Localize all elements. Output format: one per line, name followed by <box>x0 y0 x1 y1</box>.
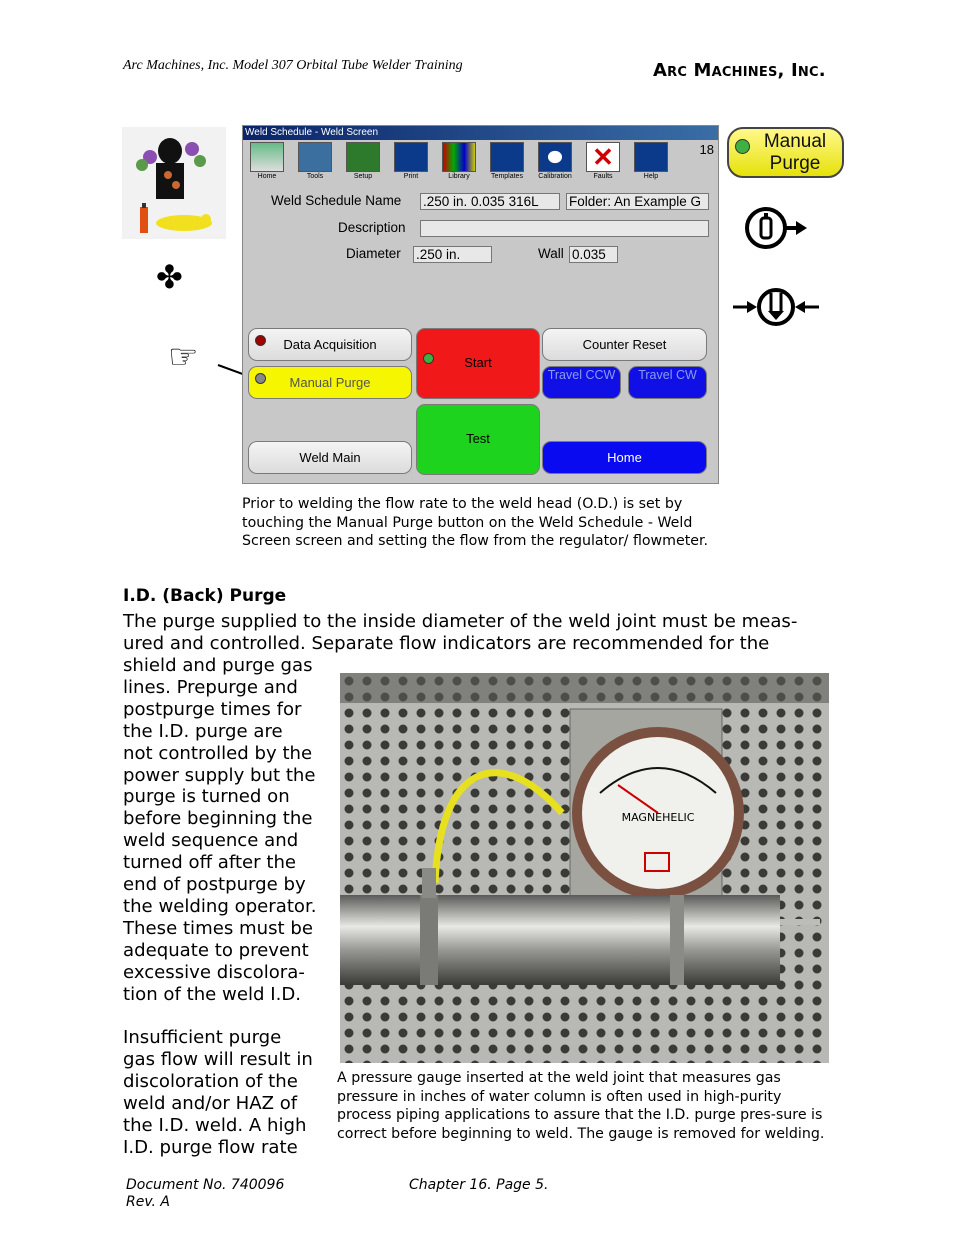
screenshot-caption: Prior to welding the flow rate to the weld head (O.D.) is set by touching the Manual Purge button on the Weld Schedule - Weld Screen screen and setting the flow from the regulator/ flowmeter. <box>242 496 709 549</box>
fan-icon: ✤ <box>156 258 183 296</box>
description-label: Description <box>338 220 406 235</box>
status-led-red <box>255 335 266 346</box>
section-heading: I.D. (Back) Purge <box>123 586 287 606</box>
footer-page-number: Chapter 16. Page 5. <box>409 1177 549 1193</box>
manual-purge-badge-label: Manual Purge <box>763 131 827 174</box>
test-button[interactable]: Test <box>416 404 540 475</box>
counter-reset-button[interactable]: Counter Reset <box>542 328 707 361</box>
travel-ccw-button[interactable]: Travel CCW <box>542 366 621 399</box>
manual-purge-button[interactable]: Manual Purge <box>248 366 412 399</box>
toolbar-templates-button[interactable]: Templates <box>485 142 529 186</box>
body-column: shield and purge gas lines. Prepurge and postpurge times for the I.D. purge are not controlled by the power supply but the purge is turned on before beginning the weld sequence and turned off after the end of postpurge by the welding operator. These times must be adequate to prevent excessive discolora- tion of the weld I.D. Insufficient purge gas flow will result in discoloration of the weld and/or HAZ of the I.D. weld. A high I.D. purge flow rate <box>123 655 317 1158</box>
print-icon <box>394 142 428 172</box>
gas-hazard-person-icon <box>122 127 226 239</box>
gauge-brand-label: MAGNEHELIC <box>621 811 695 824</box>
toolbar-home-button[interactable]: Home <box>245 142 289 186</box>
toolbar-calibration-button[interactable]: Calibration <box>533 142 577 186</box>
status-led-gray <box>255 373 266 384</box>
intro-paragraph: The purge supplied to the inside diameter of the weld joint must be meas- ured and controlled. Separate flow indicators are recommended for the <box>123 611 798 654</box>
data-acquisition-button[interactable]: Data Acquisition <box>248 328 412 361</box>
purge-valve-icon <box>731 285 821 333</box>
photo-caption: A pressure gauge inserted at the weld joint that measures gas pressure in inches of water column is often used in high-purity process piping applications to assure that the I.D. purge pres-sure is correct before beginning to weld. The gauge is removed for welding. <box>337 1070 825 1142</box>
diameter-label: Diameter <box>346 246 401 261</box>
diameter-field[interactable]: .250 in. <box>413 246 492 263</box>
footer-revision: Rev. A <box>126 1194 170 1210</box>
document-header-title: Arc Machines, Inc. Model 307 Orbital Tube Welder Training <box>123 58 463 73</box>
calibration-icon <box>538 142 572 172</box>
folder-field[interactable]: Folder: An Example G <box>566 193 709 210</box>
faults-icon: ✕ <box>586 142 620 172</box>
home-button[interactable]: Home <box>542 441 707 474</box>
screen-number: 18 <box>699 142 714 157</box>
toolbar <box>245 142 677 186</box>
weld-schedule-name-field[interactable]: .250 in. 0.035 316L <box>420 193 560 210</box>
setup-icon <box>346 142 380 172</box>
toolbar-print-button[interactable]: Print <box>389 142 433 186</box>
gas-bottle-outlet-icon <box>744 204 808 258</box>
toolbar-library-button[interactable]: Library <box>437 142 481 186</box>
toolbar-faults-button[interactable]: ✕ Faults <box>581 142 625 186</box>
home-icon <box>250 142 284 172</box>
manual-purge-badge <box>727 127 844 178</box>
templates-icon <box>490 142 524 172</box>
travel-cw-button[interactable]: Travel CW <box>628 366 707 399</box>
weld-schedule-name-label: Weld Schedule Name <box>271 193 402 208</box>
library-icon <box>442 142 476 172</box>
wall-label: Wall <box>538 246 564 261</box>
wall-field[interactable]: 0.035 <box>569 246 618 263</box>
brand-logo-text: Arc Machines, Inc. <box>653 60 826 81</box>
weld-screen-window <box>242 125 719 484</box>
pressure-gauge-photo <box>340 673 829 1063</box>
status-led-green <box>423 353 434 364</box>
footer-document-number: Document No. 740096 <box>126 1177 285 1193</box>
status-led-green <box>735 139 750 154</box>
pointing-hand-icon: ☞ <box>168 337 199 377</box>
description-field[interactable] <box>420 220 709 237</box>
window-title: Weld Schedule - Weld Screen <box>243 126 718 140</box>
toolbar-help-button[interactable]: Help <box>629 142 673 186</box>
toolbar-setup-button[interactable]: Setup <box>341 142 385 186</box>
start-button[interactable]: Start <box>416 328 540 399</box>
weld-main-button[interactable]: Weld Main <box>248 441 412 474</box>
tools-icon <box>298 142 332 172</box>
help-icon <box>634 142 668 172</box>
toolbar-tools-button[interactable]: Tools <box>293 142 337 186</box>
